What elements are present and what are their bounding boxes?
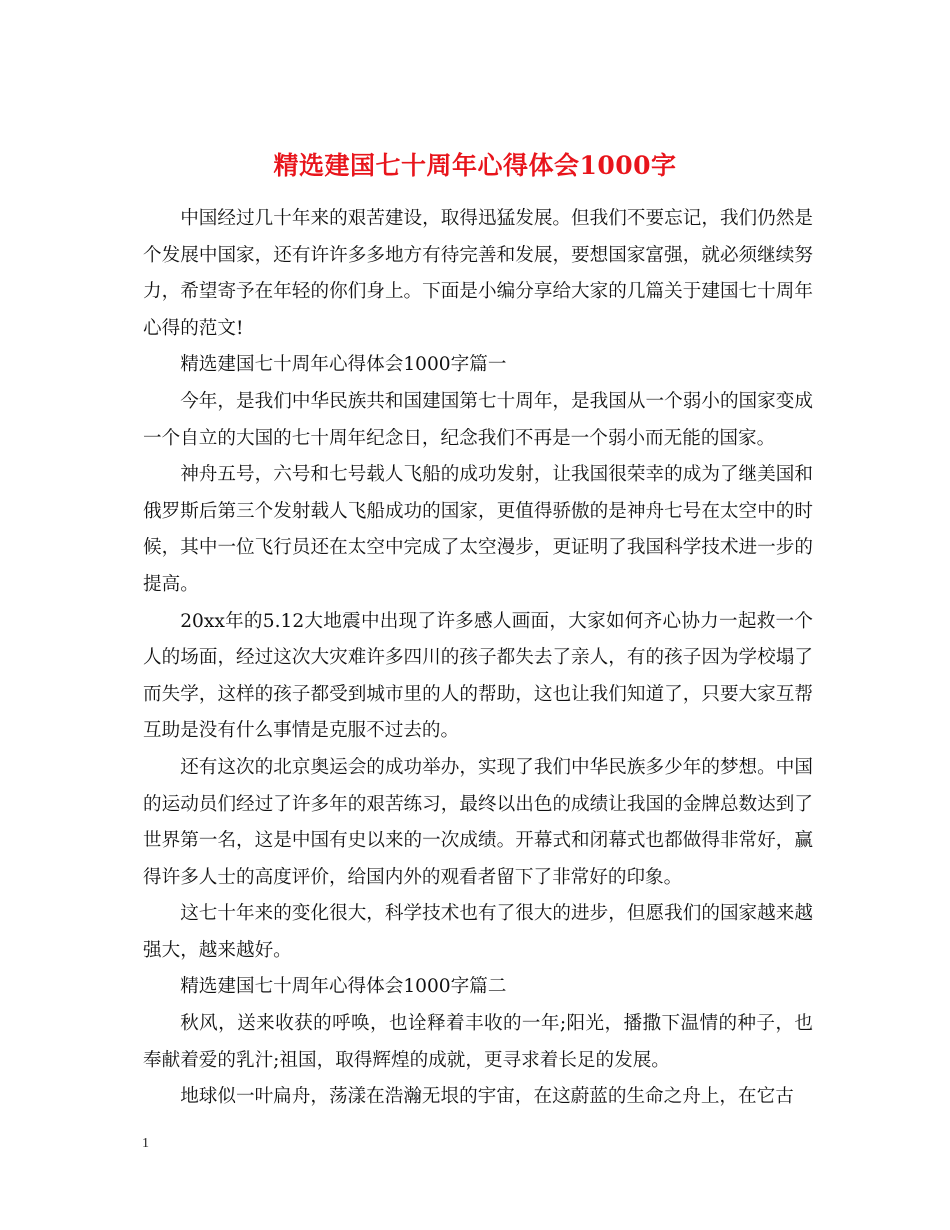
paragraph: 20xx年的5.12大地震中出现了许多感人画面，大家如何齐心协力一起救一个人的场面，经过这次大灾难许多四川的孩子都失去了亲人，有的孩子因为学校塌了而失学，这样的孩子都受到城市里的人的帮助，这也让我们知道了，只要大家互帮互助是没有什么事情是克服不过去的。	[143, 610, 813, 742]
paragraph: 这七十年来的变化很大，科学技术也有了很大的进步，但愿我们的国家越来越强大，越来越好。	[143, 903, 813, 961]
paragraph-intro: 中国经过几十年来的艰苦建设，取得迅猛发展。但我们不要忘记，我们仍然是个发展中国家，还有许许多多地方有待完善和发展，要想国家富强，就必须继续努力，希望寄予在年轻的你们身上。下面是小编分享给大家的几篇关于建国七十周年心得的范文!	[143, 208, 813, 339]
paragraph: 秋风，送来收获的呼唤，也诠释着丰收的一年;阳光，播撒下温情的种子，也奉献着爱的乳汁;祖国，取得辉煌的成就，更寻求着长足的发展。	[143, 1013, 813, 1071]
paragraph: 地球似一叶扁舟，荡漾在浩瀚无垠的宇宙，在这蔚蓝的生命之舟上，在它古	[180, 1086, 794, 1108]
section-heading-two: 精选建国七十周年心得体会1000字篇二	[180, 976, 507, 998]
document-title: 精选建国七十周年心得体会1000字	[273, 150, 677, 180]
page-number: 1	[142, 1136, 149, 1151]
paragraph: 今年，是我们中华民族共和国建国第七十周年，是我国从一个弱小的国家变成一个自立的大国的七十周年纪念日，纪念我们不再是一个弱小而无能的国家。	[143, 390, 813, 449]
section-heading-one: 精选建国七十周年心得体会1000字篇一	[180, 354, 507, 376]
paragraph: 还有这次的北京奥运会的成功举办，实现了我们中华民族多少年的梦想。中国的运动员们经过了许多年的艰苦练习，最终以出色的成绩让我国的金牌总数达到了世界第一名，这是中国有史以来的一次成绩。开幕式和闭幕式也都做得非常好，赢得许多人士的高度评价，给国内外的观看者留下了非常好的印象。	[143, 756, 813, 888]
document-body	[143, 201, 813, 1116]
paragraph: 神舟五号，六号和七号载人飞船的成功发射，让我国很荣幸的成为了继美国和俄罗斯后第三个发射载人飞船成功的国家，更值得骄傲的是神舟七号在太空中的时候，其中一位飞行员还在太空中完成了太空漫步，更证明了我国科学技术进一步的提高。	[143, 464, 813, 595]
